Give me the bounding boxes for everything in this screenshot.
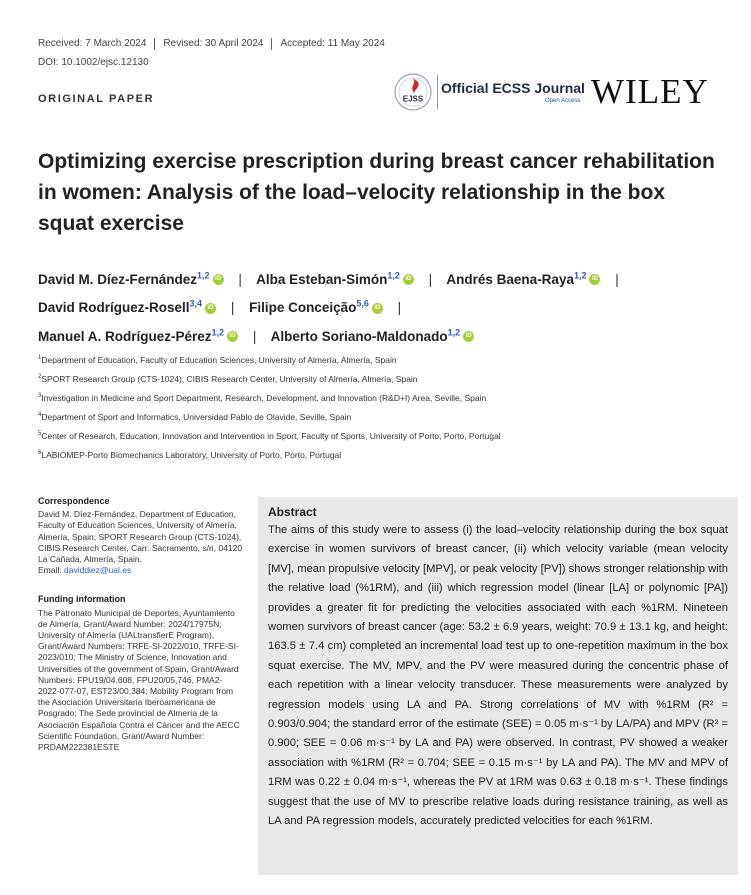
funding-heading: Funding information: [38, 594, 126, 605]
author-line-2: [38, 292, 728, 321]
author-separator: |: [615, 271, 619, 287]
orcid-icon[interactable]: iD: [205, 303, 216, 314]
article-sidebar: [38, 496, 243, 753]
affiliation-list: [38, 352, 718, 466]
article-title: Optimizing exercise prescription during breast cancer rehabilitation in women: Analysis of the load–velocity relationship in the box squat exercise: [38, 150, 715, 235]
correspondence-body: David M. Díez-Fernández, Department of Education, Faculty of Education Sciences, University of Almería, Almería, Spain; SPORT Research Group (CTS-1024), CIBIS Research Center, Carr. Sacramento, s/n, 04120 La Cañada, Almería, Spain.: [38, 509, 243, 565]
affiliation: $^5$Center of Research, Education, Innovation and Intervention in Sport, Faculty of Sports, University of Porto, Porto, Portugal: [38, 430, 501, 441]
brand-divider: [437, 75, 438, 109]
author-list: [38, 263, 728, 349]
orcid-icon[interactable]: iD: [213, 274, 224, 285]
affiliation: $^6$LABIOMEP-Porto Biomechanics Laboratory, University of Porto, Porto, Portugal: [38, 449, 342, 460]
received-date: Received: 7 March 2024: [38, 38, 155, 50]
abstract-text: The aims of this study were to assess (i) the load–velocity relationship during the box squat exercise in women survivors of breast cancer, (ii) which velocity variable (mean velocity [MV], mean propulsive velocity [MPV], or peak velocity [PV]) shows stronger relationship with the relative load (%1RM), and (iii) which regression model (linear [LA] or polynomic [PA]) provides a greater fit for predicting the velocities associated with each %1RM. Nineteen women survivors of breast cancer (age: 53.2 ± 6.9 years, weight: 70.9 ± 13.1 kg, and height: 163.5 ± 7.4 cm) completed an incremental load test up to one-repetition maximum in the box squat exercise. The MV, MPV, and the PV were measured during the concentric phase of each repetition with a linear velocity transducer. These measurements were analyzed by regression models using LA and PA. Strong correlations of MV with %1RM (R² = 0.903/0.904; the standard error of the estimate (SEE) = 0.05 m·s⁻¹ by LA/PA) and MPV (R² = 0.900; SEE = 0.06 m·s⁻¹ by LA and PA) were observed. In contrast, PV showed a weaker association with %1RM (R² = 0.704; SEE = 0.15 m·s⁻¹ by LA and PA). The MV and MPV of 1RM was 0.22 ± 0.04 m·s⁻¹, whereas the PV at 1RM was 0.63 ± 0.18 m·s⁻¹. These findings suggest that the use of MV to prescribe relative loads during resistance training, as well as LA and PA regression models, accurately predicted velocities for each %1RM.: [268, 524, 728, 828]
author-separator: |: [238, 271, 242, 287]
funding-body: The Patronato Municipal de Deportes, Ayuntamiento de Almería, Grant/Award Number: 2024/17975N; University of Almería (UALtransfierE Program), Grant/Award Numbers: TRFE-SI-2022/010, TRFE-SI-2023/010; The Ministry of Science, Innovation and Universities of the government of Spain, Grant/Award Numbers: FPU19/04.608, FPU20/05,746, PMA2-2022-077-07, EST23/00,384; Mobility Program from the Asociación Universitaria Iberoamericana de Posgrado; The Sede provincial de Almería de la Asociación Española Contra el Cáncer and the AECC Scientific Foundation, Grant/Award Number: PRDAM222381ESTE: [38, 607, 240, 753]
author[interactable]: Andrés Baena-Raya$^{1,2}$: [446, 270, 587, 287]
orcid-icon[interactable]: iD: [227, 331, 238, 342]
abstract-heading: Abstract: [268, 505, 317, 519]
author[interactable]: Alberto Soriano-Maldonado$^{1,2}$: [270, 327, 461, 344]
accepted-date: Accepted: 11 May 2024: [280, 38, 385, 49]
affiliation: $^4$Department of Sport and Informatics, Universidad Pablo de Olavide, Seville, Spain: [38, 411, 352, 422]
email-link[interactable]: daviddiez@ual.es: [64, 565, 132, 576]
author-separator: |: [428, 271, 433, 287]
author-separator: |: [230, 300, 235, 315]
ejss-logo-icon[interactable]: [393, 72, 433, 112]
orcid-icon[interactable]: iD: [372, 303, 383, 314]
publisher-logo[interactable]: WILEY: [591, 72, 709, 111]
correspondence-email-row: [38, 565, 243, 576]
author[interactable]: Filipe Conceição$^{5,6}$: [249, 298, 369, 315]
affiliation: $^1$Department of Education, Faculty of Education Sciences, University of Almería, Almería, Spain: [38, 354, 397, 365]
author-line-1: [38, 263, 728, 292]
orcid-icon[interactable]: iD: [403, 274, 414, 285]
author-separator: |: [252, 328, 257, 344]
correspondence-heading: Correspondence: [38, 496, 110, 506]
author-line-3: [38, 320, 728, 349]
abstract-box: [258, 497, 738, 875]
paper-type: ORIGINAL PAPER: [38, 93, 155, 105]
article-dates: [38, 38, 393, 50]
email-label: Email:: [38, 565, 62, 576]
ejss-logo-text: EJSS: [402, 94, 424, 104]
author[interactable]: Alba Esteban-Simón$^{1,2}$: [256, 270, 400, 287]
author-separator: |: [397, 300, 402, 315]
author[interactable]: David Rodríguez-Rosell$^{3,4}$: [38, 298, 203, 315]
author[interactable]: David M. Díez-Fernández$^{1,2}$: [38, 270, 210, 287]
doi[interactable]: DOI: 10.1002/ejsc.12130: [38, 57, 149, 68]
author[interactable]: Manuel A. Rodríguez-Pérez$^{1,2}$: [38, 327, 225, 344]
open-access-label: Open Access: [545, 98, 581, 104]
brand-bar: [393, 72, 733, 112]
journal-name: Official ECSS Journal: [441, 80, 585, 96]
revised-date: Revised: 30 April 2024: [155, 38, 272, 50]
affiliation: $^3$Investigation in Medicine and Sport Department, Research, Development, and Innovation (R&D+I) Area, Seville, Spain: [38, 392, 487, 403]
affiliation: $^2$SPORT Research Group (CTS-1024), CIBIS Research Center, University of Almería, Almería, Spain: [38, 373, 418, 384]
orcid-icon[interactable]: iD: [589, 274, 600, 285]
orcid-icon[interactable]: iD: [463, 331, 474, 342]
